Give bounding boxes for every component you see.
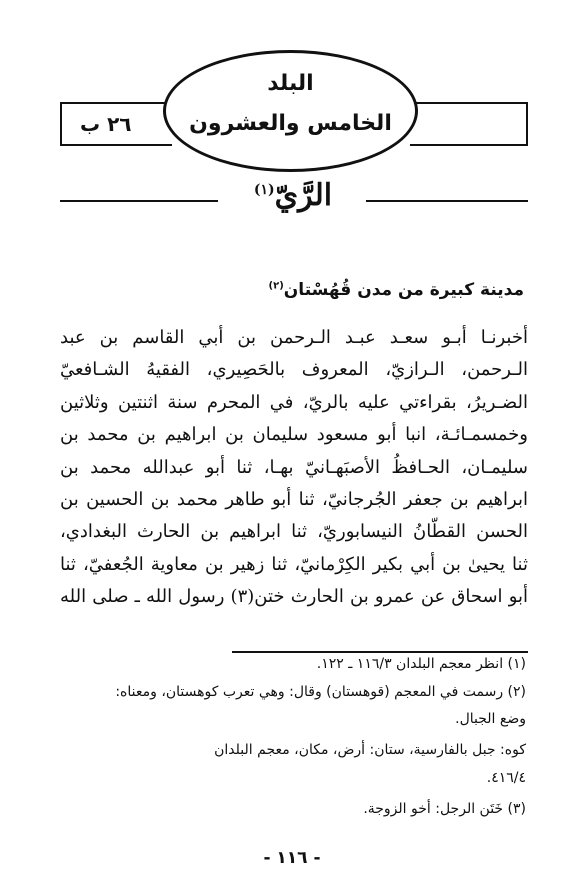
body-line: الضـريرُ، بقراءتي عليه بالريّ، في المحرم سنة اثنتين وثلاثين <box>60 391 528 413</box>
title-left-rule <box>60 200 218 202</box>
folio-reference: ٢٦ ب <box>76 112 135 136</box>
footnote-2-detail-cont: ٤١٦/٤. <box>486 770 526 786</box>
body-line: الحسن القطّانُ النيسابوريّ، ثنا ابراهيم بن الحارث البغدادي، <box>60 521 528 543</box>
entry-title-note: (١) <box>253 182 275 198</box>
header-left-vertical <box>60 102 62 146</box>
footnote-2-cont: وضع الجبال. <box>455 711 526 727</box>
header-bottom-left-rule <box>60 144 172 146</box>
entry-title-text: الرَّيّ <box>274 178 333 213</box>
volume-number: الخامس والعشرون <box>189 111 392 136</box>
page-number: - ١١٦ - <box>263 848 321 868</box>
body-line: ثنا يحيىٰ بن أبي بكير الكِرْمانيّ، ثنا زهير بن معاوية الجُعفيّ، ثنا <box>60 553 528 575</box>
footnote-2-detail: كوه: جبل بالفارسية، ستان: أرض، مكان، معجم البلدان <box>214 742 526 758</box>
body-paragraph <box>60 322 528 614</box>
footnote-separator <box>232 651 528 653</box>
body-line: ابراهيم بن جعفر الجُرجانيّ، ثنا أبو طاهر محمد بن الحسين بن <box>60 489 528 511</box>
entry-subtitle <box>269 280 524 300</box>
entry-subtitle-text: مدينة كبيرة من مدن قُهُسْتان <box>283 280 524 300</box>
header-oval <box>163 50 418 172</box>
volume-label: البلد <box>267 71 314 96</box>
title-right-rule <box>366 200 528 202</box>
header-top-rule <box>404 102 528 104</box>
body-line: أخبرنـا أبـو سعـد عبـد الـرحمن بن أبي القاسم بن عبد <box>60 327 528 348</box>
header-right-vertical <box>526 102 528 146</box>
body-line: وخمسمـائـة، انبا أبو مسعود سليمان بن ابراهيم بن محمد بن <box>60 424 528 446</box>
body-line: الـرحمن، الـرازيّ، المعروف بالحَصِيري، الفقيهُ الشـافعيّ <box>60 359 528 381</box>
footnote-3: (٣) خَتَن الرجل: أخو الزوجة. <box>363 801 526 817</box>
footnote-2: (٢) رسمت في المعجم (قوهستان) وقال: وهي تعرب كوهستان، ومعناه: <box>115 684 526 700</box>
entry-subtitle-note: (٢) <box>268 280 284 292</box>
body-line: سليمـان، الحـافظُ الأصبَهـانيّ بهـا، ثنا أبو عبدالله محمد بن <box>60 456 528 478</box>
body-line: أبو اسحاق عن عمرو بن الحارث ختن(٣) رسول الله ـ صلى الله <box>60 586 528 608</box>
header-left-top-rule <box>60 102 170 104</box>
header-bottom-right-rule <box>410 144 528 146</box>
entry-title <box>228 178 358 213</box>
footnote-1: (١) انظر معجم البلدان ١١٦/٣ ـ ١٢٢. <box>316 656 526 672</box>
